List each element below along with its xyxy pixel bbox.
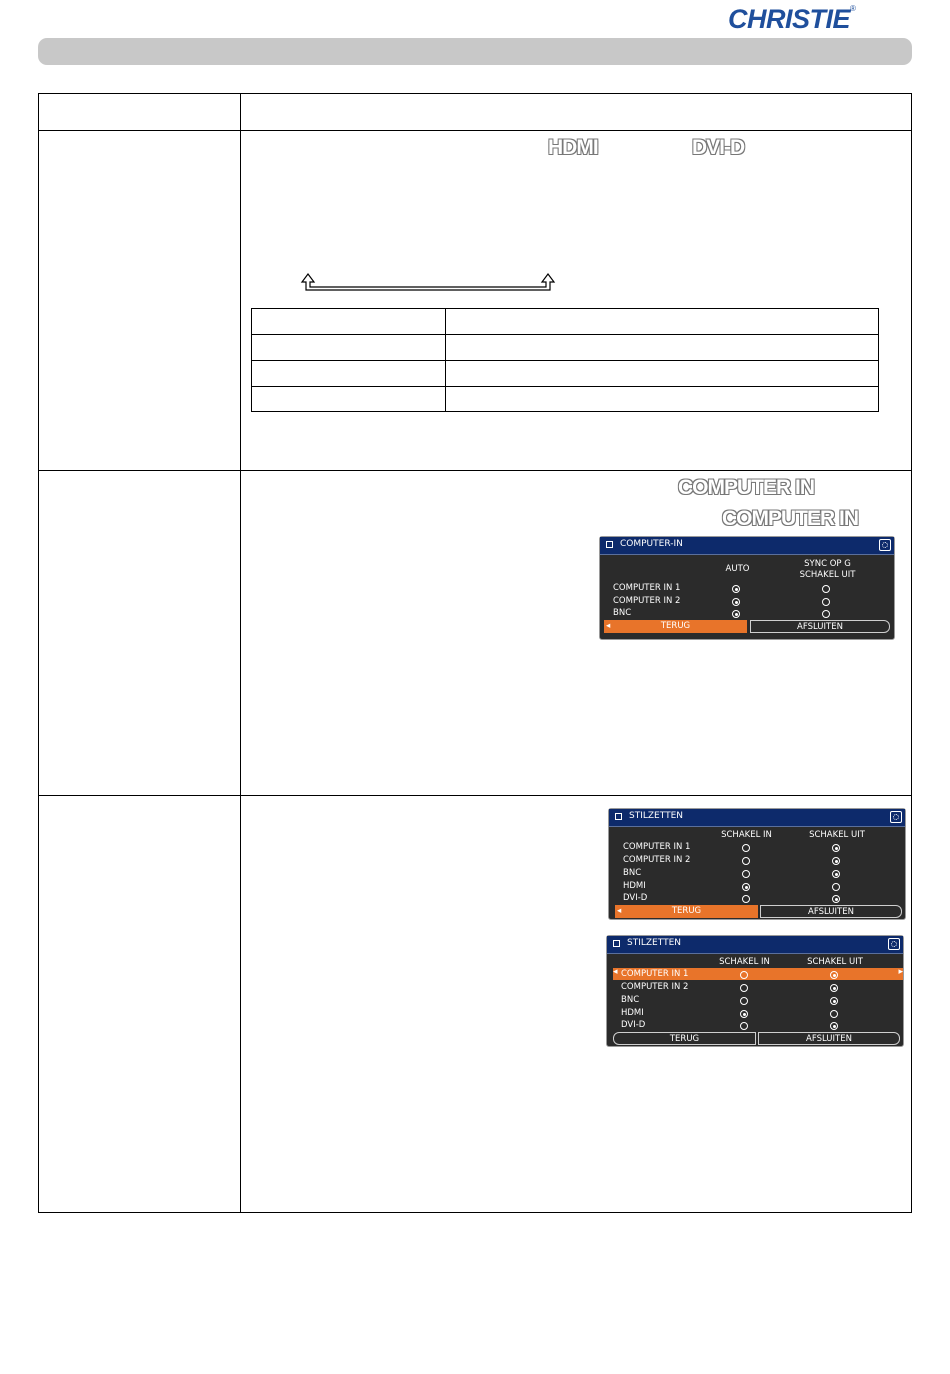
freeze-icon bbox=[613, 940, 620, 947]
hdmi-label: HDMI bbox=[548, 136, 598, 159]
christie-logo bbox=[728, 4, 918, 32]
menu-row-label: DVI-D bbox=[623, 893, 648, 903]
on-radio[interactable] bbox=[742, 895, 750, 903]
back-button[interactable] bbox=[613, 1032, 756, 1045]
auto-radio[interactable] bbox=[732, 598, 740, 606]
back-button[interactable] bbox=[604, 620, 747, 633]
exit-button-label: AFSLUITEN bbox=[806, 1034, 852, 1044]
menu-row-label: BNC bbox=[613, 608, 632, 618]
on-radio[interactable] bbox=[740, 1010, 748, 1018]
exit-button[interactable] bbox=[758, 1032, 900, 1045]
left-arrow-icon: ◂ bbox=[606, 621, 611, 631]
off-radio[interactable] bbox=[832, 870, 840, 878]
menu-titlebar bbox=[600, 537, 894, 555]
sync-radio[interactable] bbox=[822, 598, 830, 606]
row-divider-2 bbox=[39, 795, 911, 796]
exit-button-label: AFSLUITEN bbox=[808, 907, 854, 917]
col-on-header: SCHAKEL IN bbox=[719, 957, 770, 967]
back-button[interactable] bbox=[615, 905, 758, 918]
col-off-header: SCHAKEL UIT bbox=[807, 957, 863, 967]
freeze-icon bbox=[615, 813, 622, 820]
computer-in-label-2: COMPUTER IN bbox=[722, 507, 858, 530]
sync-radio[interactable] bbox=[822, 585, 830, 593]
menu-titlebar bbox=[609, 809, 905, 827]
menu-row-label: COMPUTER IN 2 bbox=[621, 982, 689, 992]
info-table bbox=[251, 308, 879, 412]
on-radio[interactable] bbox=[742, 883, 750, 891]
col-sync-header-line2: SCHAKEL UIT bbox=[799, 570, 856, 580]
back-button-label: TERUG bbox=[669, 1034, 700, 1044]
menu-row-label: COMPUTER IN 2 bbox=[613, 596, 681, 606]
off-radio[interactable] bbox=[830, 984, 838, 992]
back-button-label: TERUG bbox=[660, 621, 691, 631]
on-radio[interactable] bbox=[740, 1022, 748, 1030]
menu-title: STILZETTEN bbox=[629, 811, 683, 821]
info-table-row bbox=[252, 386, 878, 387]
stilzetten-menu-2 bbox=[606, 935, 904, 1047]
exit-button[interactable] bbox=[750, 620, 890, 633]
on-radio[interactable] bbox=[742, 844, 750, 852]
menu-row-label: COMPUTER IN 1 bbox=[613, 583, 681, 593]
close-icon[interactable] bbox=[888, 938, 900, 950]
menu-row-label: BNC bbox=[621, 995, 640, 1005]
menu-row-label: BNC bbox=[623, 868, 642, 878]
exit-button[interactable] bbox=[760, 905, 902, 918]
right-arrow-icon: ▸ bbox=[898, 967, 903, 977]
computer-in-label-1: COMPUTER IN bbox=[678, 476, 814, 499]
menu-row-label[interactable]: COMPUTER IN 1 bbox=[621, 969, 689, 979]
off-radio[interactable] bbox=[832, 883, 840, 891]
back-button-label: TERUG bbox=[671, 906, 702, 916]
off-radio[interactable] bbox=[830, 997, 838, 1005]
menu-row-label: HDMI bbox=[621, 1008, 644, 1018]
computer-in-menu bbox=[599, 536, 895, 640]
auto-radio[interactable] bbox=[732, 610, 740, 618]
off-radio[interactable] bbox=[830, 1010, 838, 1018]
auto-radio[interactable] bbox=[732, 585, 740, 593]
menu-row-label: DVI-D bbox=[621, 1020, 646, 1030]
menu-row-label: COMPUTER IN 1 bbox=[623, 842, 691, 852]
stilzetten-menu-1 bbox=[608, 808, 906, 920]
header-row-divider bbox=[39, 130, 911, 131]
col-sync-header-line1: SYNC OP G bbox=[804, 559, 851, 569]
on-radio[interactable] bbox=[742, 870, 750, 878]
off-radio[interactable] bbox=[832, 857, 840, 865]
col-auto-header: AUTO bbox=[725, 564, 750, 574]
computer-icon bbox=[606, 541, 613, 548]
info-table-row bbox=[252, 360, 878, 361]
on-radio[interactable] bbox=[740, 971, 748, 979]
dvid-label: DVI-D bbox=[692, 136, 745, 159]
col-on-header: SCHAKEL IN bbox=[721, 830, 772, 840]
column-divider bbox=[240, 94, 241, 1212]
off-radio[interactable] bbox=[830, 1022, 838, 1030]
exit-button-label: AFSLUITEN bbox=[797, 622, 843, 632]
on-radio[interactable] bbox=[742, 857, 750, 865]
on-radio[interactable] bbox=[740, 984, 748, 992]
left-arrow-icon: ◂ bbox=[613, 967, 618, 977]
on-radio[interactable] bbox=[740, 997, 748, 1005]
sync-radio[interactable] bbox=[822, 610, 830, 618]
registered-mark: ® bbox=[850, 4, 856, 13]
off-radio[interactable] bbox=[832, 844, 840, 852]
info-table-row bbox=[252, 334, 878, 335]
col-off-header: SCHAKEL UIT bbox=[809, 830, 865, 840]
close-icon[interactable] bbox=[879, 539, 891, 551]
off-radio[interactable] bbox=[830, 971, 838, 979]
header-bar bbox=[38, 38, 912, 65]
close-icon[interactable] bbox=[890, 811, 902, 823]
menu-row-label: HDMI bbox=[623, 881, 646, 891]
off-radio[interactable] bbox=[832, 895, 840, 903]
left-arrow-icon: ◂ bbox=[617, 906, 622, 916]
menu-row-label: COMPUTER IN 2 bbox=[623, 855, 691, 865]
row-divider-1 bbox=[39, 470, 911, 471]
logo-text: CHRISTIE bbox=[728, 4, 851, 34]
menu-title: STILZETTEN bbox=[627, 938, 681, 948]
cycle-arrow bbox=[300, 270, 562, 294]
menu-title: COMPUTER-IN bbox=[620, 539, 683, 549]
menu-titlebar bbox=[607, 936, 903, 954]
